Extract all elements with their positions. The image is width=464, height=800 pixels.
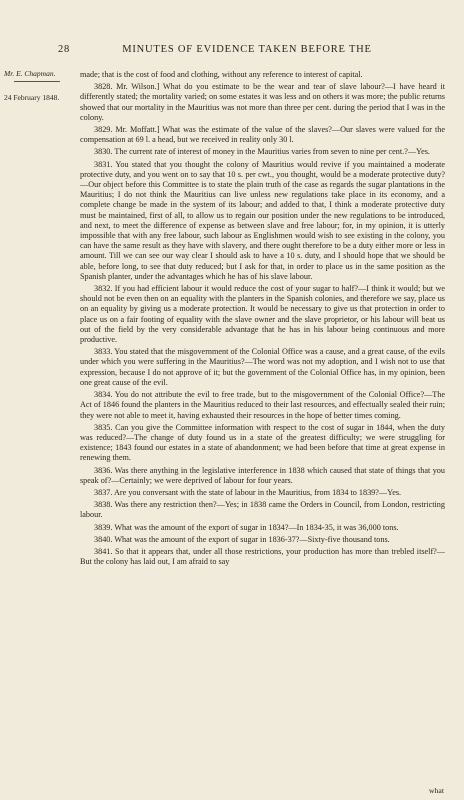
paragraph: 3832. If you had efficient labour it would reduce the cost of your sugar to half?—I think it would; but we should not be even then on an equality with the planters in the Spanish colonies, and therefore we say, place us on an equality by giving us a moderate protection. It would be necessary to give us that protection in order to place us on a fair footing of equality with the slave owner and the slave proprietor, or his labour will beat us out of the field by the very considerable advantage that he has in his labour being continuous and more productive. [80, 284, 445, 345]
catchword: what [428, 786, 444, 795]
paragraph: 3836. Was there anything in the legislative interference in 1838 which caused that state of things that you speak of?—Certainly; we were deprived of labour for four years. [80, 465, 445, 485]
paragraph: 3830. The current rate of interest of money in the Mauritius varies from seven to nine per cent.?—Yes. [94, 147, 430, 157]
margin-date: 24 February 1848. [4, 93, 60, 103]
paragraph: 3829. Mr. Moffatt.] What was the estimate of the value of the slaves?—Our slaves were valued for the compensation at 69 l. a head, but we received in reality only 30 l. [80, 125, 445, 145]
paragraph: 3828. Mr. Wilson.] What do you estimate to be the wear and tear of slave labour?—I have heard it differently stated; the mortality varied; on some estates it was less and on others it was more; the public returns showed that our mortality in the Mauritius was not more than three per cent. during the period that I was in the colony. [80, 82, 445, 122]
page-number: 28 [58, 44, 71, 55]
paragraph: 3839. What was the amount of the export of sugar in 1834?—In 1834-35, it was 36,000 tons. [94, 522, 399, 532]
body-text [80, 70, 445, 569]
paragraph: 3834. You do not attribute the evil to free trade, but to the misgovernment of the Colonial Office?—The Act of 1846 found the planters in the Mauritius reduced to their last resources, and effectually sealed their ruin; they were not able to meet it, having exhausted their resources in the hope of better times coming. [80, 390, 445, 420]
paragraph: 3833. You stated that the misgovernment of the Colonial Office was a cause, and a great cause, of the evils under which you were suffering in the Mauritius?—The word was not my adoption, and I wish not to use that expression, because I do not approve of it; but the government of the Colonial Office has, in my opinion, been one great cause of the evil. [80, 347, 445, 387]
paragraph: 3841. So that it appears that, under all those restrictions, your production has more than trebled itself?—But the colony has laid out, I am afraid to say [80, 546, 445, 567]
page-header [0, 44, 464, 55]
paragraph: 3831. You stated that you thought the colony of Mauritius would revive if you maintained a moderate protective duty, and you went on to say that 10 s. per cwt., you thought, would be a moderate protective duty?—Our object before this Committee is to state the plain truth of the case as regards the sugar plantations in the Mauritius; I do not think the Mauritius can live unless new regulations take place in its economy, and a complete change be made in the system of its labour; and added to that, I think a moderate protective duty must be maintained, first of all, to allow us to regain our position under the new regulations to be introduced, and next, to meet the difference of expense as between slave and free labour; for, in my opinion, it is utterly impossible that with any free labour, such labour as Englishmen would wish to see existing in the colony, you can have the same result as they have with slavery, and there ought therefore to be a duty either more or less in amount. Till we can see our way clear I should ask to have a 10 s. duty, and I should hope that we should be able, before long, to see that duty reduced; but I ask for that, in order to place us in the same position as the Spanish planter, under the advantages which he has of his slave labour. [80, 159, 445, 281]
paragraph: 3838. Was there any restriction then?—Yes; in 1838 came the Orders in Council, from London, restricting labour. [80, 500, 445, 520]
paragraph: 3835. Can you give the Committee information with respect to the cost of sugar in 1844, when the duty was reduced?—The change of duty found us in a state of the greatest difficulty; we were struggling for existence; 1843 found our estates in a state of abandonment; we had been before that time at great expense in renewing them. [80, 422, 445, 463]
paragraph: made; that is the cost of food and clothing, without any reference to interest of capital. [80, 70, 363, 79]
running-title: MINUTES OF EVIDENCE TAKEN BEFORE THE [122, 44, 372, 55]
margin-witness: Mr. E. Chapman. [4, 69, 56, 78]
margin-rule [14, 81, 60, 82]
margin-notes [4, 70, 76, 103]
paragraph: 3840. What was the amount of the export of sugar in 1836-37?—Sixty-five thousand tons. [94, 534, 390, 544]
paragraph: 3837. Are you conversant with the state of labour in the Mauritius, from 1834 to 1839?—Yes. [94, 487, 402, 497]
